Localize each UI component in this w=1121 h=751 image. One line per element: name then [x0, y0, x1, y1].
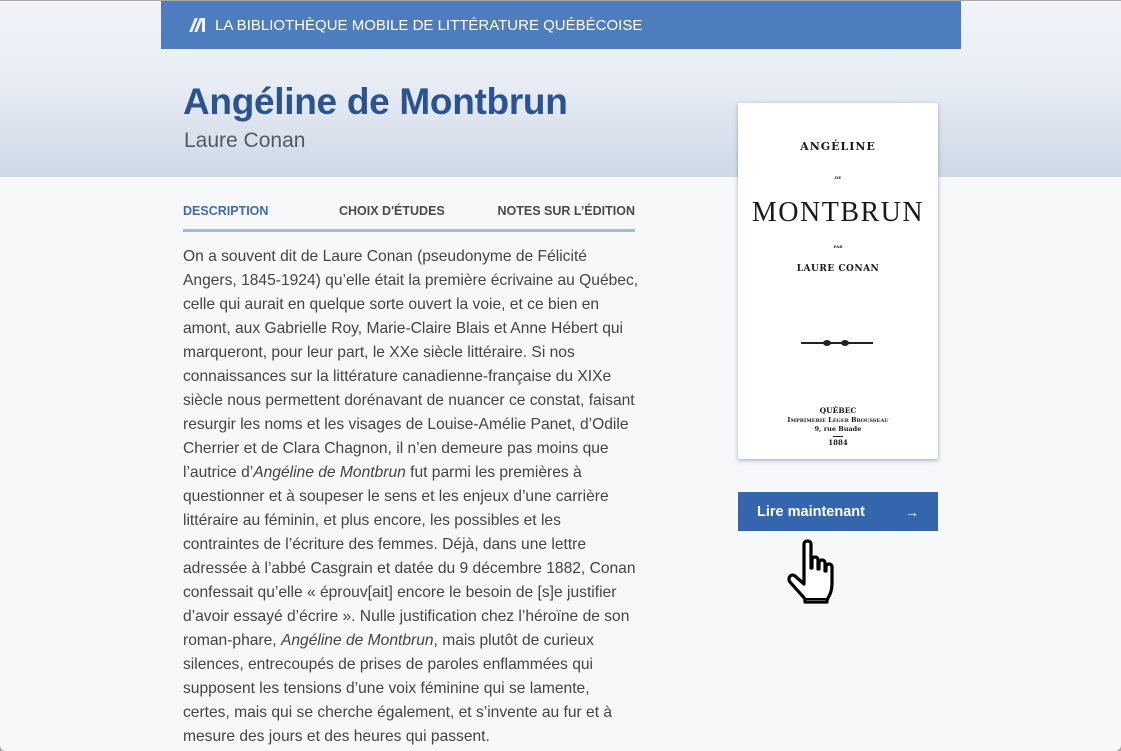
book-author: Laure Conan	[184, 129, 306, 152]
library-logo-icon[interactable]	[191, 18, 207, 32]
cover-city: QUÉBEC	[819, 406, 857, 415]
page	[0, 1, 1121, 751]
hand-pointer-icon	[786, 538, 842, 606]
cover-divider	[833, 436, 843, 437]
cover-year: 1884	[828, 438, 848, 447]
cover-printer: Imprimerie Léger Brousseau	[787, 416, 889, 424]
cover-line: DE	[834, 175, 842, 180]
tab-choix-d-etudes[interactable]: CHOIX D'ÉTUDES	[339, 204, 445, 218]
cover-line: MONTBRUN	[751, 197, 925, 228]
description-part: fut parmi les premières à questionner et à soupeser le sens et les enjeux d’une carrière littéraire au féminin, et plus encore, les possibles et les contraintes de l’écriture des femmes. Déjà, dans une lettre adressée à l’abbé Casgrain et datée du 9 décembre 1882, Conan confessait qu’elle « éprouv[ait] encore le besoin de [s]e justifier d’avoir essayé d’écrire ». Nulle justification chez l’héroïne de son roman-phare,	[183, 464, 636, 649]
cover-line: ANGÉLINE	[800, 140, 876, 153]
book-cover-image[interactable]	[738, 103, 938, 459]
read-now-label: Lire maintenant	[757, 503, 865, 520]
book-title-italic: Angéline de Montbrun	[253, 464, 406, 481]
cover-ornament-icon	[801, 342, 873, 344]
description-part: , mais plutôt de curieux silences, entrecoupés de prises de paroles enflammées qui supposent les tensions d’une voix féminine qui se lamente, certes, mais qui se cherche également, et s’invente au fur et à mesure des jours et des heures qui passent.	[183, 632, 613, 745]
description-text	[183, 245, 639, 749]
tab-bar	[183, 201, 635, 232]
tab-description[interactable]: DESCRIPTION	[183, 204, 269, 218]
read-now-button[interactable]	[738, 492, 938, 531]
cover-address: 9, rue Buade	[814, 425, 862, 433]
cover-line: LAURE CONAN	[796, 264, 880, 274]
book-title-italic: Angéline de Montbrun	[280, 632, 434, 649]
tab-notes-sur-l-edition[interactable]: NOTES SUR L’ÉDITION	[497, 204, 635, 218]
cover-line: PAR	[833, 244, 843, 249]
arrow-right-icon: →	[905, 503, 919, 520]
book-title: Angéline de Montbrun	[183, 81, 568, 122]
site-header[interactable]	[161, 1, 961, 49]
site-name[interactable]: LA BIBLIOTHÈQUE MOBILE DE LITTÉRATURE QUÉBÉCOISE	[215, 16, 643, 34]
description-part: On a souvent dit de Laure Conan (pseudonyme de Félicité Angers, 1845-1924) qu’elle était la première écrivaine au Québec, celle qui aurait en quelque sorte ouvert la voie, et ce bien en amont, aux Gabrielle Roy, Marie-Claire Blais et Anne Hébert qui marqueront, pour leur part, le XXe siècle littéraire. Si nos connaissances sur la littérature canadienne-française du XIXe siècle nous permettent dorénavant de nuancer ce constat, faisant resurgir les noms et les visages de Louise-Amélie Panet, d’Odile Cherrier et de Clara Chagnon, il n’en demeure pas moins que l’autrice d’	[183, 248, 639, 481]
